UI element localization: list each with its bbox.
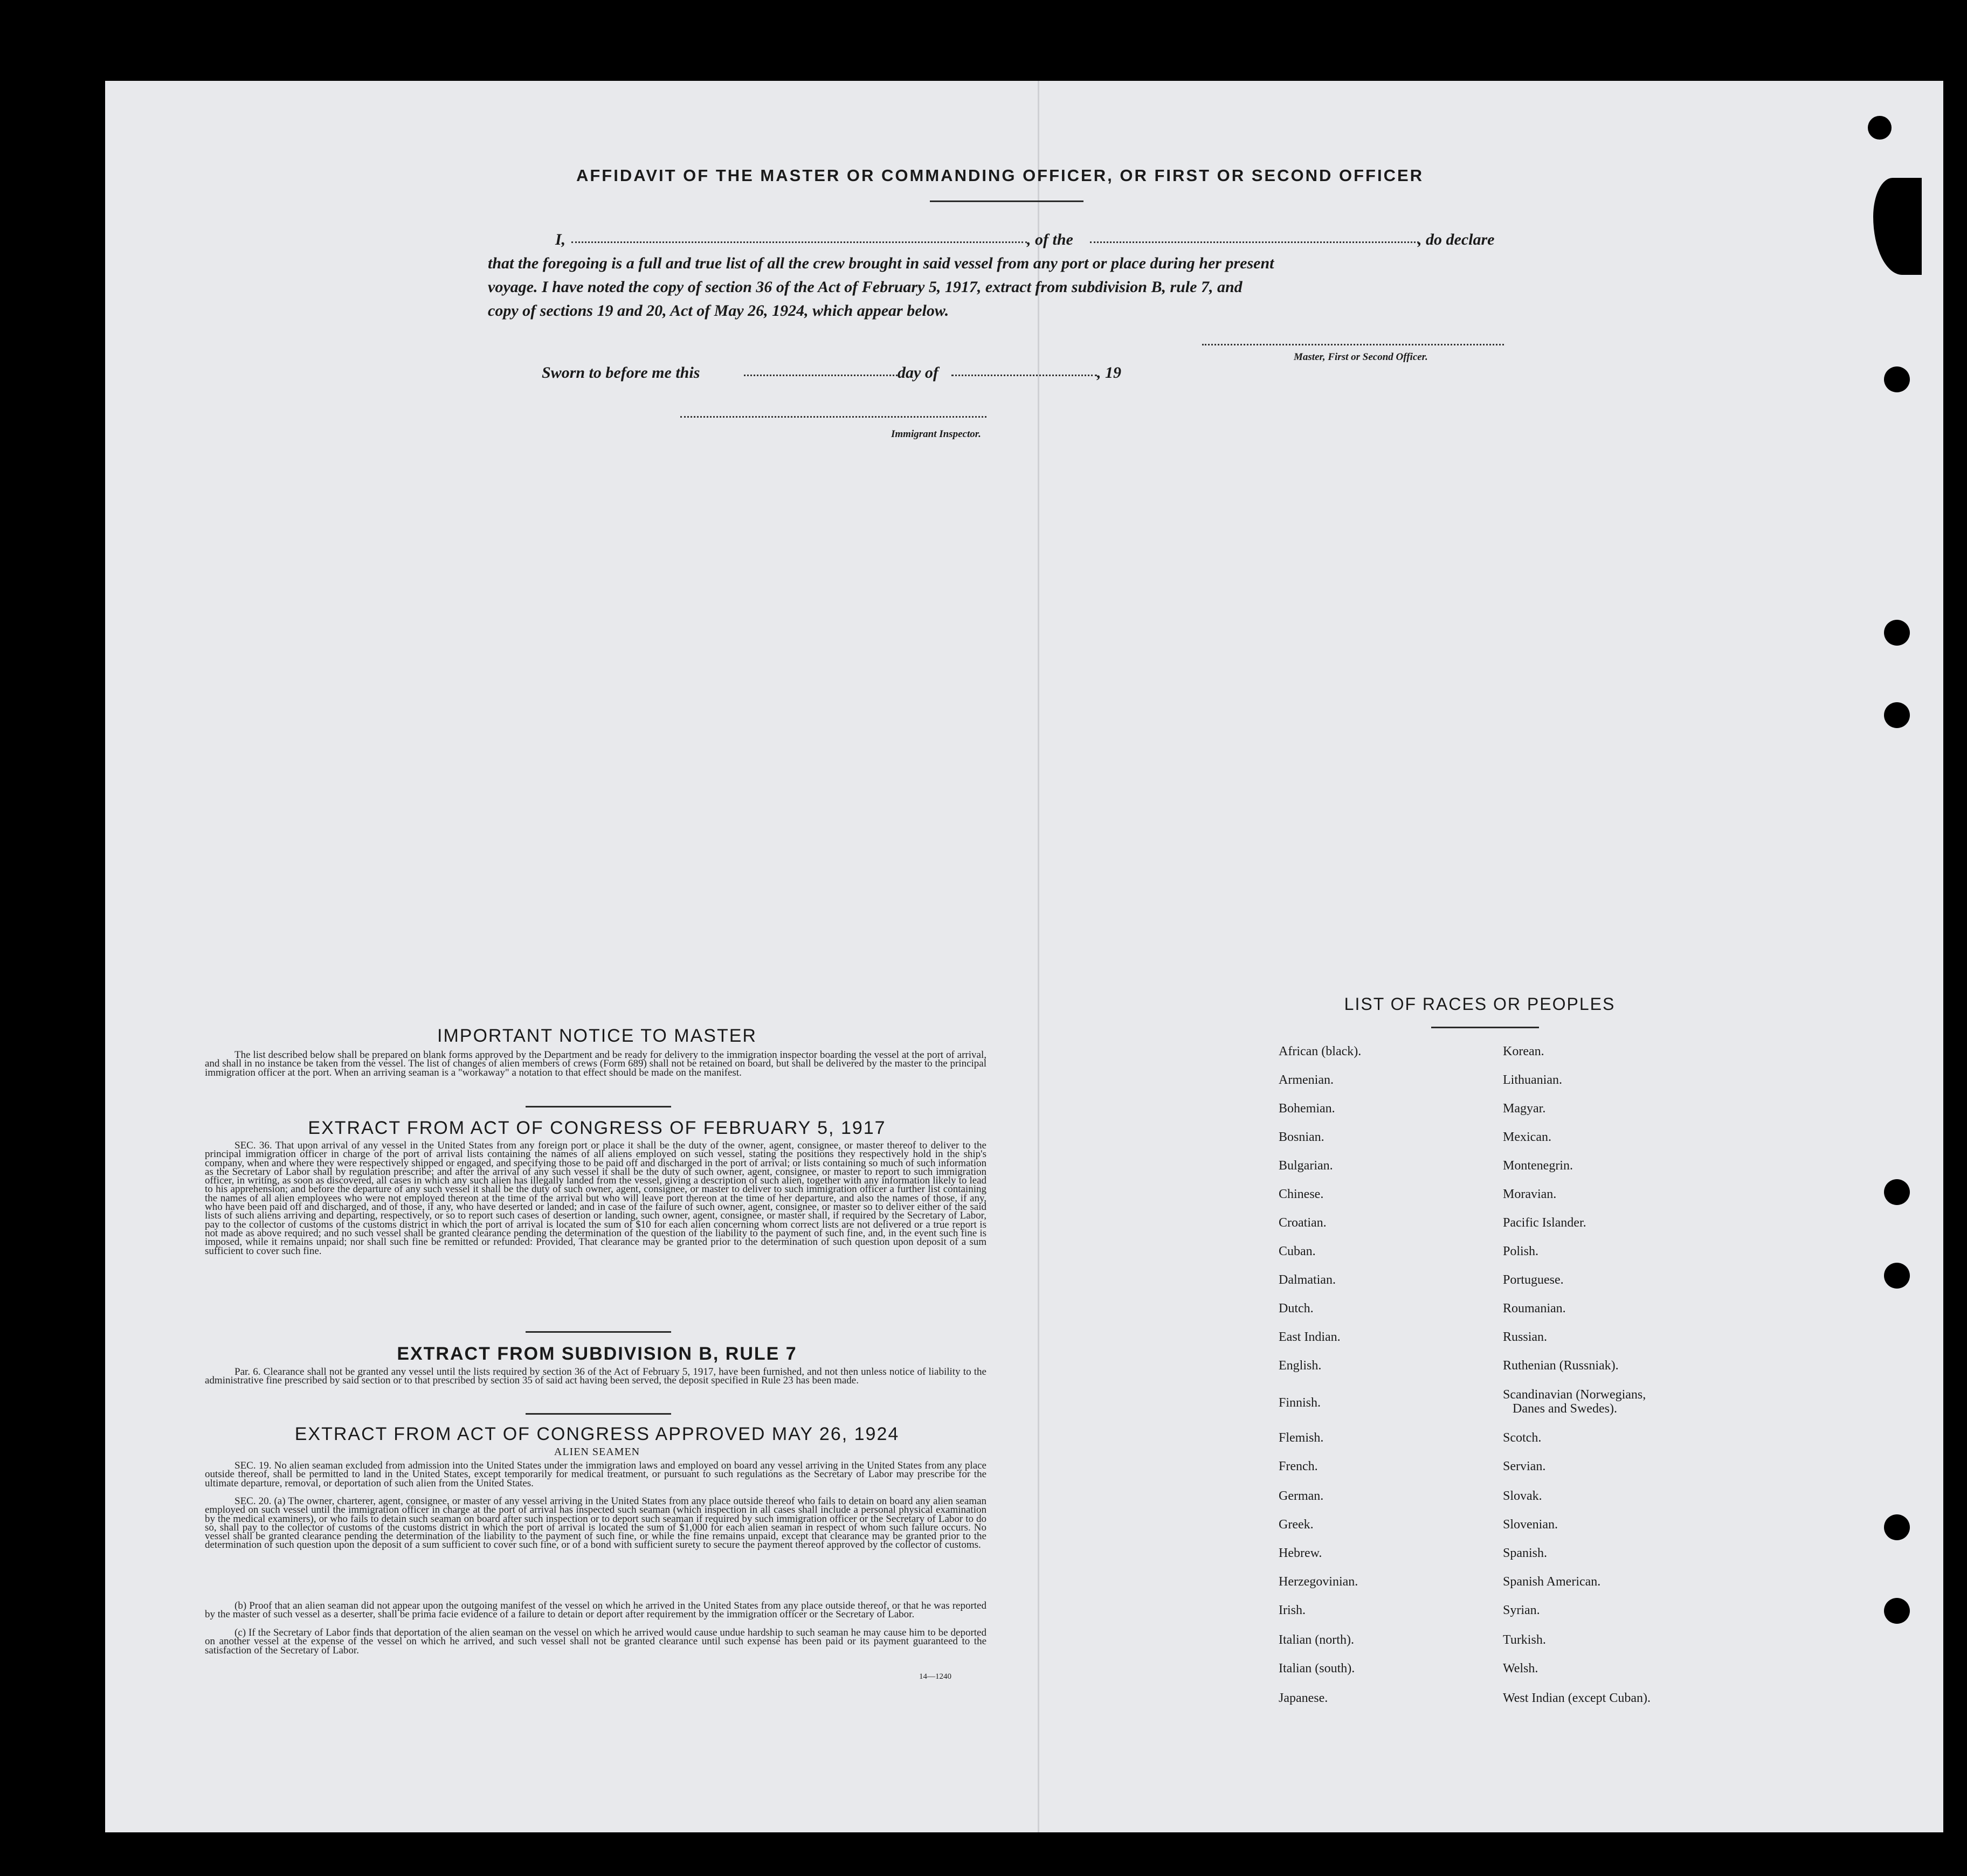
- rule-7-text: Par. 6. Clearance shall not be granted any vessel until the lists required by section 36 of the Act of February 5, 1917, have been furnished, and not then unless notice of liability to the administrative fine prescribed by said section or to that prescribed by section 35 of said act having been served, the deposit specified in Rule 23 has been made.: [205, 1366, 986, 1387]
- race-item: Greek.: [1279, 1518, 1314, 1532]
- race-item: Italian (south).: [1279, 1662, 1355, 1676]
- race-item: Croatian.: [1279, 1216, 1327, 1230]
- race-item: Korean.: [1503, 1044, 1544, 1058]
- race-item: Mexican.: [1503, 1130, 1551, 1144]
- notice-title: IMPORTANT NOTICE TO MASTER: [437, 1026, 757, 1046]
- race-item: Scotch.: [1503, 1431, 1542, 1445]
- master-signature-field[interactable]: [1202, 344, 1504, 345]
- sworn-label: Sworn to before me this: [542, 364, 700, 382]
- binder-hole: [1884, 1263, 1910, 1289]
- page-fold: [1038, 81, 1039, 1832]
- notice-text: The list described below shall be prepared on blank forms approved by the Department and be ready for delivery to the immigration inspector boarding the vessel at the port of arrival, and shall in no instance be taken from the vessel. The list of changes of alien members of crews (Form 689) shall not be retained on board, but shall be delivered by the master to the principal immigration officer at the port. When an arriving seaman is a "workaway" a notation to that effect should be made on the manifest.: [205, 1049, 986, 1078]
- extract-1924-sec20c: (c) If the Secretary of Labor finds that deportation of the alien seaman on the vessel on which he arrived would cause undue hardship to such seaman he may cause him to be deported on another vessel at the expense of the vessel on which he arrived, and such vessel shall not be granted clearance until such expense has been paid or its payment guaranteed to the satisfaction of the Secretary of Labor.: [205, 1627, 986, 1656]
- race-item: Russian.: [1503, 1330, 1548, 1344]
- binder-hole: [1884, 702, 1910, 728]
- race-item: Dutch.: [1279, 1302, 1314, 1316]
- affidavit-body-line-3: copy of sections 19 and 20, Act of May 26, 1924, which appear below.: [488, 302, 949, 320]
- inspector-signature-field[interactable]: [680, 416, 986, 418]
- race-item: Montenegrin.: [1503, 1159, 1573, 1173]
- race-item: African (black).: [1279, 1044, 1362, 1058]
- race-item: Polish.: [1503, 1244, 1539, 1258]
- race-item: Servian.: [1503, 1459, 1546, 1473]
- race-item: East Indian.: [1279, 1330, 1341, 1344]
- race-item: Dalmatian.: [1279, 1273, 1336, 1287]
- extract-1917-text: SEC. 36. That upon arrival of any vessel in the United States from any foreign port or place it shall be the duty of the owner, agent, consignee, or master thereof to deliver to the principal immigration officer in charge of the port of arrival lists containing the names of all aliens employed on such vessel, stating the positions they respectively hold in the ship's company, when and where they were respectively shipped or engaged, and specifying those to be paid off and discharged in the port of arrival; or lists containing so much of such information as the Secretary of Labor shall by regulation prescribe; and after the arrival of any such vessel it shall be the duty of such owner, agent, consignee, or master to report to such immigration officer, in writing, as soon as discovered, all cases in which any such alien has illegally landed from the vessel, giving a description of such alien, together with any information likely to lead to his apprehension; and before the departure of any such vessel it shall be the duty of such owner, agent, consignee, or master to deliver to such immigration officer a further list containing the names of all alien employees who were not employed thereon at the time of the arrival but who will leave port thereon at the time of her departure, and also the names of those, if any, who have been paid off and discharged, and of those, if any, who have deserted or landed; and in case of the failure of such owner, agent, consignee, or master so to deliver either of the said lists of such aliens arriving and departing, respectively, or so to report such cases of desertion or landing, such owner, agent, consignee, or master shall, if required by the Secretary of Labor, pay to the collector of customs of the customs district in which the port of arrival is located the sum of $10 for each alien concerning whom correct lists are not delivered or a true report is not made as above required; and no such vessel shall be granted clearance pending the determination of the question of the liability to the payment of such fine, and, in the event such fine is imposed, while it remains unpaid; nor shall such fine be remitted or refunded: Provided, That clearance may be granted prior to the determination of such question upon deposit of a sum sufficient to cover such fine.: [205, 1140, 986, 1257]
- extract-1924-sec20a: SEC. 20. (a) The owner, charterer, agent, consignee, or master of any vessel arriving in the United States from any place outside thereof who fails to detain on board any alien seaman employed on such vessel until the immigration officer in charge at the port of arrival has inspected such seaman (which inspection in all cases shall include a personal physical examination by the medical examiners), or who fails to detain such seaman on board after such inspection or to deport such seaman if required by such immigration officer or the Secretary of Labor to do so, shall pay to the collector of customs of the customs district in which the port of arrival is located the sum of $1,000 for each alien seaman in respect of whom such failure occurs. No vessel shall be granted clearance pending the determination of the liability to the payment of such fine, or while the fine remains unpaid, except that clearance may be granted prior to the determination of such question upon the deposit of a sum sufficient to cover such fine, or of a bond with sufficient surety to secure the payment thereof approved by the collector of customs.: [205, 1496, 986, 1551]
- extract-1917-rule: [526, 1331, 671, 1333]
- races-title: LIST OF RACES OR PEOPLES: [1344, 994, 1616, 1014]
- race-item: Finnish.: [1279, 1396, 1321, 1410]
- race-item: Turkish.: [1503, 1633, 1546, 1647]
- race-item: English.: [1279, 1359, 1322, 1373]
- race-item: Hebrew.: [1279, 1546, 1322, 1560]
- race-item: French.: [1279, 1459, 1318, 1473]
- affidavit-do-declare-label: , do declare: [1418, 231, 1495, 248]
- race-item: Slovenian.: [1503, 1518, 1558, 1532]
- extract-1924-sec20b: (b) Proof that an alien seaman did not appear upon the outgoing manifest of the vessel on which he arrived in the United States from any place outside thereof, or that he was reported by the master of such vessel as a deserter, shall be prima facie evidence of a failure to detain or deport after requirement by the immigration officer or the Secretary of Labor.: [205, 1600, 986, 1621]
- rule-7-rule: [526, 1413, 671, 1415]
- extract-1917-title: EXTRACT FROM ACT OF CONGRESS OF FEBRUARY 5, 1917: [308, 1118, 886, 1138]
- binder-hole: [1884, 1179, 1910, 1205]
- races-title-rule: [1431, 1027, 1539, 1028]
- race-item: Chinese.: [1279, 1187, 1324, 1201]
- race-item: Italian (north).: [1279, 1633, 1354, 1647]
- race-item: Japanese.: [1279, 1691, 1328, 1705]
- affidavit-title: AFFIDAVIT OF THE MASTER OR COMMANDING OFFICER, OR FIRST OR SECOND OFFICER: [576, 166, 1424, 185]
- affidavit-title-rule: [930, 200, 1083, 202]
- race-item: Magyar.: [1503, 1102, 1546, 1116]
- master-signature-label: Master, First or Second Officer.: [1294, 351, 1428, 363]
- race-item: Pacific Islander.: [1503, 1216, 1586, 1230]
- race-item: West Indian (except Cuban).: [1503, 1691, 1651, 1705]
- race-item: Welsh.: [1503, 1662, 1538, 1676]
- affidavit-body-line-1: that the foregoing is a full and true list of all the crew brought in said vessel from any port or place during her present: [488, 254, 1274, 272]
- crew-officer-name-field[interactable]: [571, 241, 1027, 243]
- race-item: Bosnian.: [1279, 1130, 1324, 1144]
- form-number: 14—1240: [919, 1672, 951, 1681]
- race-item: Irish.: [1279, 1603, 1306, 1617]
- race-item: Scandinavian (Norwegians, Danes and Swedes).: [1503, 1388, 1646, 1416]
- race-item: Slovak.: [1503, 1489, 1542, 1503]
- race-item: Flemish.: [1279, 1431, 1324, 1445]
- race-item: Syrian.: [1503, 1603, 1540, 1617]
- notice-rule: [526, 1106, 671, 1107]
- race-item: Ruthenian (Russniak).: [1503, 1359, 1619, 1373]
- extract-1924-subtitle: ALIEN SEAMEN: [554, 1446, 640, 1458]
- sworn-month-field[interactable]: [951, 375, 1097, 376]
- race-item: Armenian.: [1279, 1073, 1334, 1087]
- race-item: Spanish American.: [1503, 1575, 1601, 1589]
- extract-1924-title: EXTRACT FROM ACT OF CONGRESS APPROVED MAY 26, 1924: [294, 1424, 900, 1444]
- binder-hole: [1884, 1598, 1910, 1624]
- affidavit-of-the-label: , of the: [1027, 231, 1073, 248]
- race-item: German.: [1279, 1489, 1324, 1503]
- binder-hole: [1884, 366, 1910, 392]
- affidavit-i-label: I,: [555, 231, 566, 248]
- race-item: Cuban.: [1279, 1244, 1316, 1258]
- race-item: Moravian.: [1503, 1187, 1557, 1201]
- day-of-label: day of: [898, 364, 938, 382]
- year-label: , 19: [1097, 364, 1121, 382]
- document-sheet: [105, 81, 1943, 1832]
- race-item: Bohemian.: [1279, 1102, 1335, 1116]
- race-item: Roumanian.: [1503, 1302, 1566, 1316]
- binder-hole: [1868, 116, 1892, 140]
- binder-hole: [1884, 620, 1910, 646]
- race-item: Lithuanian.: [1503, 1073, 1562, 1087]
- race-item: Portuguese.: [1503, 1273, 1564, 1287]
- race-item: Spanish.: [1503, 1546, 1548, 1560]
- race-item: Herzegovinian.: [1279, 1575, 1358, 1589]
- race-item: Bulgarian.: [1279, 1159, 1333, 1173]
- binder-hole: [1884, 1514, 1910, 1540]
- extract-1924-sec19: SEC. 19. No alien seaman excluded from admission into the United States under the immigration laws and employed on board any vessel arriving in the United States from any place outside thereof, shall be permitted to land in the United States, except temporarily for medical treatment, or pursuant to such regulations as the Secretary of Labor may prescribe for the ultimate departure, removal, or deportation of such alien from the United States.: [205, 1460, 986, 1489]
- rule-7-title: EXTRACT FROM SUBDIVISION B, RULE 7: [397, 1344, 797, 1364]
- vessel-name-field[interactable]: [1090, 241, 1419, 243]
- affidavit-body-line-2: voyage. I have noted the copy of section 36 of the Act of February 5, 1917, extract from subdivision B, rule 7, and: [488, 278, 1243, 296]
- inspector-label: Immigrant Inspector.: [891, 428, 981, 440]
- sworn-day-field[interactable]: [744, 375, 898, 376]
